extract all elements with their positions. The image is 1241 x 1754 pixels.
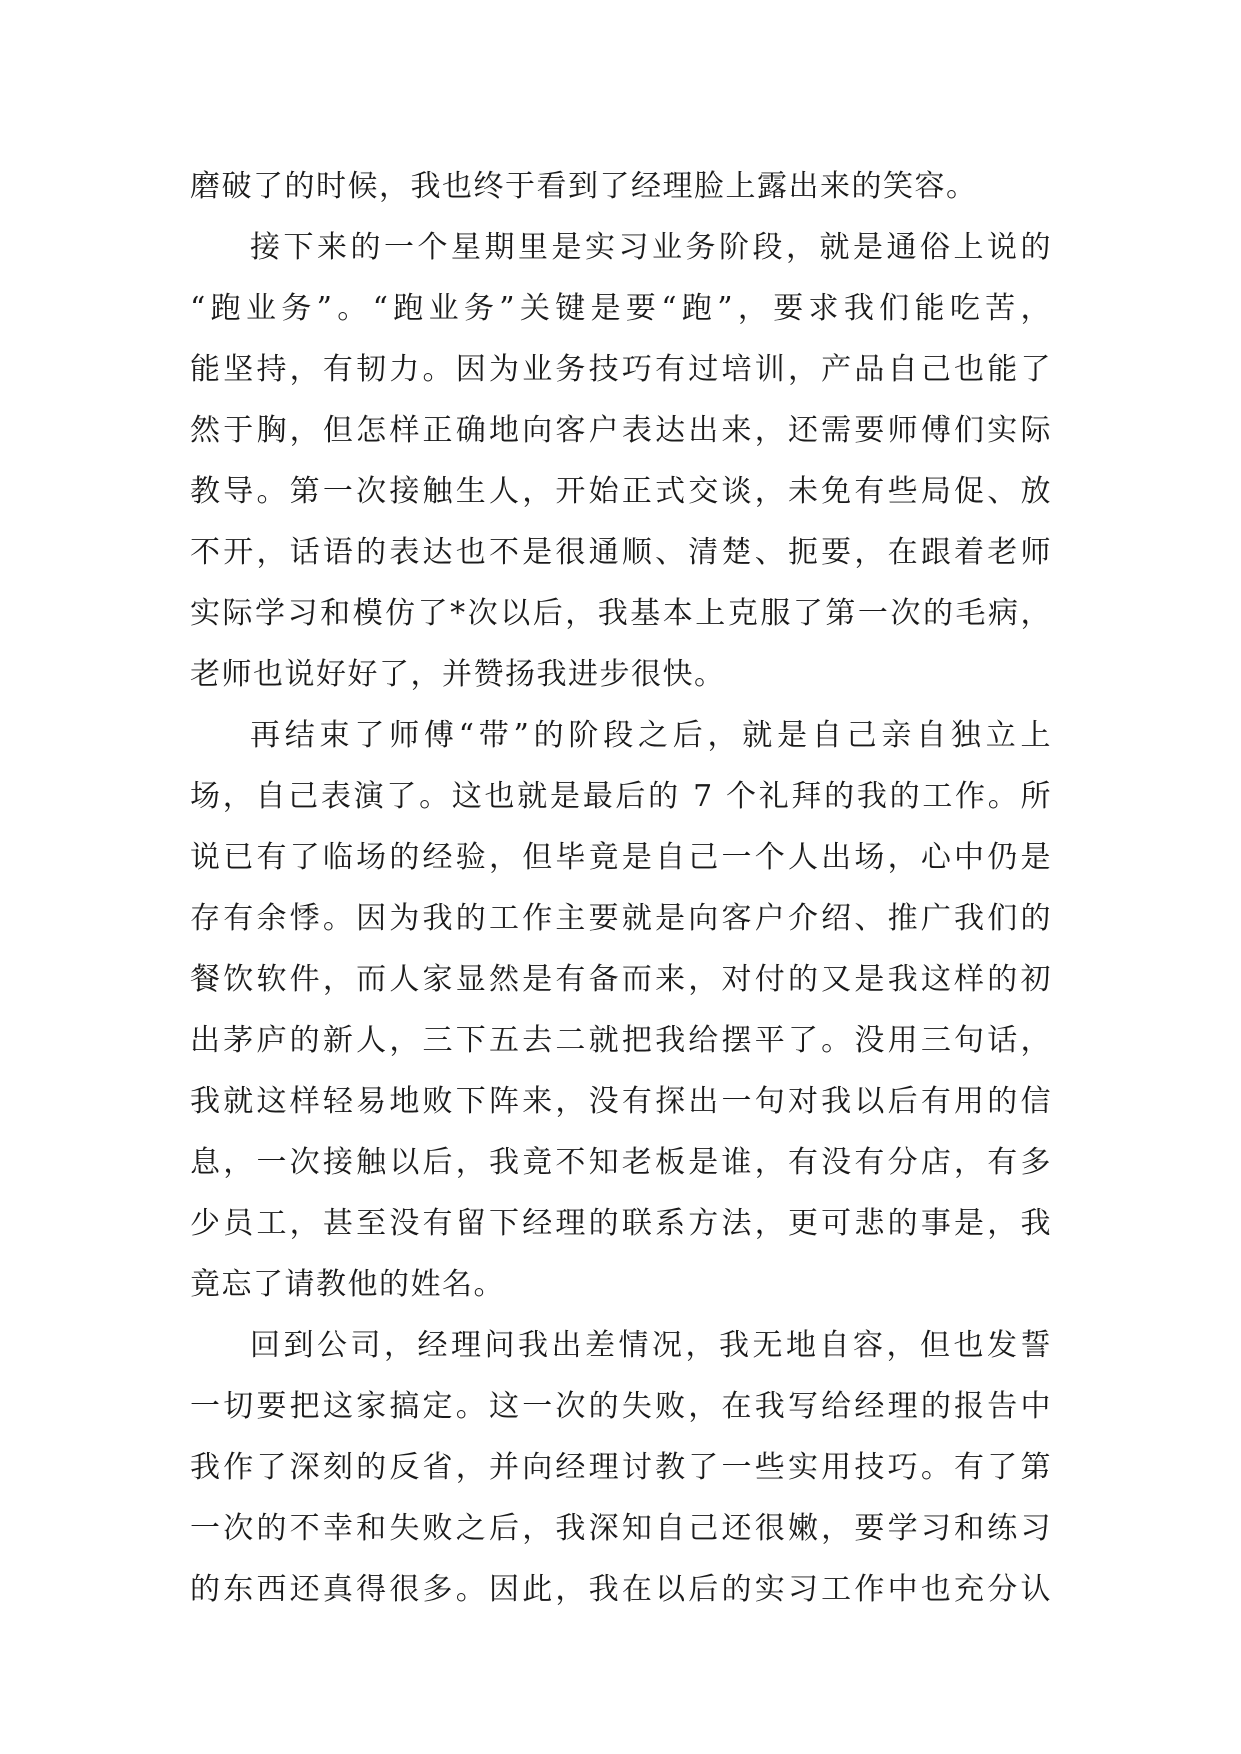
text-line: 教导。第一次接触生人，开始正式交谈，未免有些局促、放 (190, 474, 1052, 509)
text-line: 磨破了的时候，我也终于看到了经理脸上露出来的笑容。 (190, 169, 978, 204)
text-line: “跑业务”。“跑业务”关键是要“跑”，要求我们能吃苦， (190, 291, 1052, 326)
text-line: 能坚持，有韧力。因为业务技巧有过培训，产品自己也能了 (190, 352, 1052, 387)
text-line: 一次的不幸和失败之后，我深知自己还很嫩，要学习和练习 (190, 1511, 1052, 1546)
text-line: 息，一次接触以后，我竟不知老板是谁，有没有分店，有多 (190, 1145, 1052, 1180)
text-line: 场，自己表演了。这也就是最后的 7 个礼拜的我的工作。所 (190, 779, 1052, 814)
text-line: 我就这样轻易地败下阵来，没有探出一句对我以后有用的信 (190, 1084, 1052, 1119)
text-line: 一切要把这家搞定。这一次的失败，在我写给经理的报告中 (190, 1389, 1052, 1424)
text-line: 老师也说好好了，并赞扬我进步很快。 (190, 657, 726, 692)
text-line: 实际学习和模仿了*次以后，我基本上克服了第一次的毛病， (190, 596, 1052, 631)
text-line: 竟忘了请教他的姓名。 (190, 1267, 505, 1302)
text-line: 然于胸，但怎样正确地向客户表达出来，还需要师傅们实际 (190, 413, 1052, 448)
text-line: 餐饮软件，而人家显然是有备而来，对付的又是我这样的初 (190, 962, 1052, 997)
body-text (190, 156, 1052, 1620)
text-line: 的东西还真得很多。因此，我在以后的实习工作中也充分认 (190, 1572, 1052, 1607)
paragraph-first-line: 接下来的一个星期里是实习业务阶段，就是通俗上说的 (250, 230, 1052, 265)
paragraph-first-line: 再结束了师傅“带”的阶段之后，就是自己亲自独立上 (250, 718, 1052, 753)
paragraph-first-line: 回到公司，经理问我出差情况，我无地自容，但也发誓 (250, 1328, 1052, 1363)
text-line: 不开，话语的表达也不是很通顺、清楚、扼要，在跟着老师 (190, 535, 1052, 570)
text-line: 说已有了临场的经验，但毕竟是自己一个人出场，心中仍是 (190, 840, 1052, 875)
text-line: 少员工，甚至没有留下经理的联系方法，更可悲的事是，我 (190, 1206, 1052, 1241)
text-line: 出茅庐的新人，三下五去二就把我给摆平了。没用三句话， (190, 1023, 1052, 1058)
text-line: 我作了深刻的反省，并向经理讨教了一些实用技巧。有了第 (190, 1450, 1052, 1485)
text-line: 存有余悸。因为我的工作主要就是向客户介绍、推广我们的 (190, 901, 1052, 936)
